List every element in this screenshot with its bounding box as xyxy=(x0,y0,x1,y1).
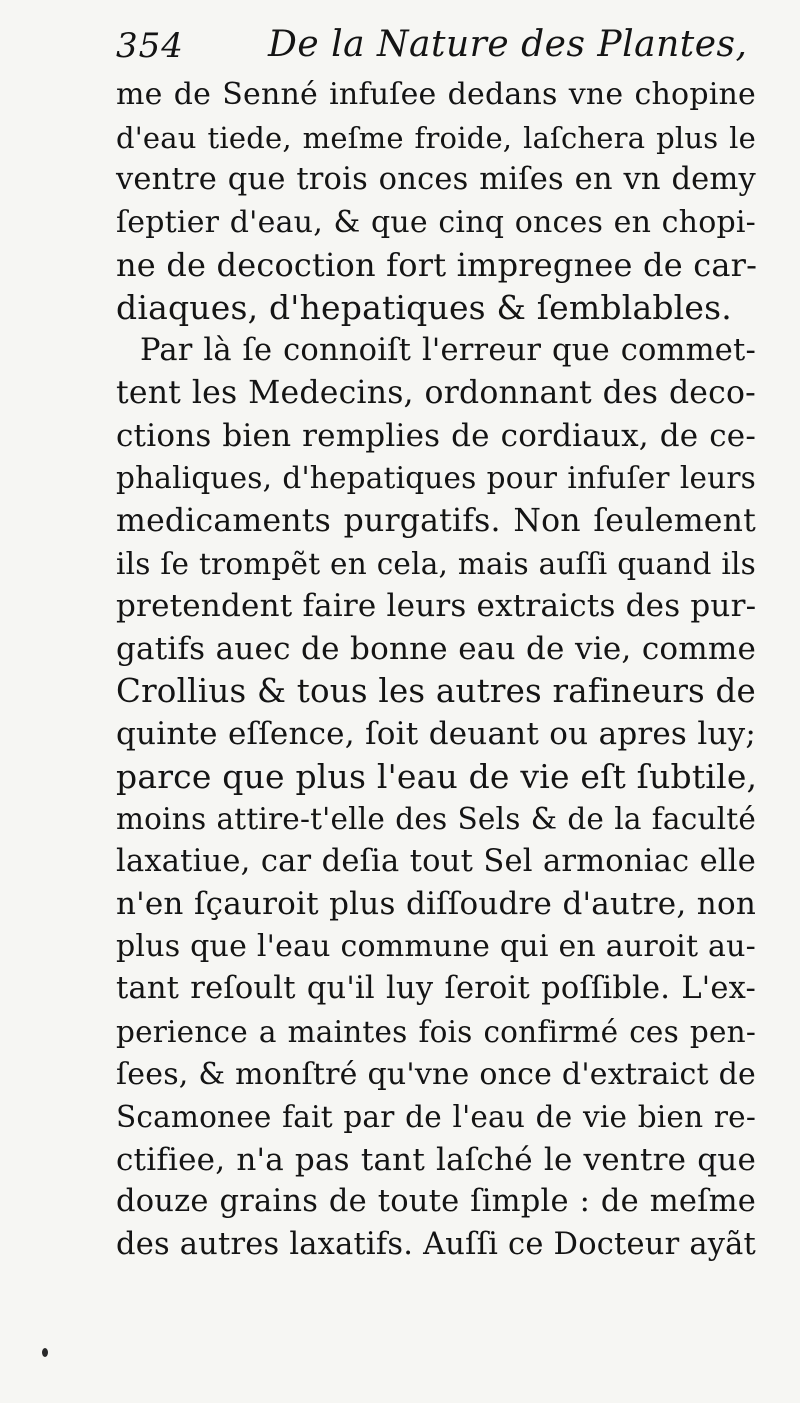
text-line: perience a maintes fois confirmé ces pen- xyxy=(116,1015,756,1050)
text-line: gatifs auec de bonne eau de vie, comme xyxy=(116,630,756,667)
text-line: tant reſoult qu'il luy ſeroit poſſible. L'ex- xyxy=(116,971,756,1007)
text-line: tent les Medecins, ordonnant des deco- xyxy=(116,375,756,412)
text-line: plus que l'eau commune qui en auroit au- xyxy=(116,928,756,964)
text-line: medicaments purgatifs. Non ſeulement xyxy=(116,502,756,539)
text-line: ctifiee, n'a pas tant laſché le ventre que xyxy=(116,1141,756,1178)
text-line: ne de decoction fort impregnee de car- xyxy=(116,246,758,285)
text-line: ils ſe trompẽt en cela, mais auſſi quand ils xyxy=(116,546,756,581)
paragraph-start-line: Par là ſe connoiſt l'erreur que commet- xyxy=(140,332,756,368)
text-line: parce que plus l'eau de vie eſt ſubtile, xyxy=(116,756,758,796)
text-line: ſeptier d'eau, & que cinq onces en chopi- xyxy=(116,204,756,240)
text-line: ſees, & monſtré qu'vne once d'extraict de xyxy=(116,1056,756,1092)
text-line: quinte eſſence, ſoit deuant ou apres luy; xyxy=(116,715,756,752)
page-number: 354 xyxy=(116,26,184,66)
body-text xyxy=(116,74,756,1267)
text-line: phaliques, d'hepatiques pour infuſer leurs xyxy=(116,461,756,496)
text-line: Scamonee fait par de l'eau de vie bien re- xyxy=(116,1100,756,1135)
text-line: me de Senné infuſee dedans vne chopine xyxy=(116,77,756,112)
text-line: pretendent faire leurs extraicts des pur- xyxy=(116,588,757,625)
text-line: moins attire-t'elle des Sels & de la faculté xyxy=(116,802,756,837)
text-line: ventre que trois onces miſes en vn demy xyxy=(116,162,756,198)
text-line: laxatiue, car deſia tout Sel armoniac elle xyxy=(116,843,756,879)
text-line: des autres laxatifs. Auſſi ce Docteur ayãt xyxy=(116,1227,756,1263)
text-line: diaques, d'hepatiques & ſemblables. xyxy=(116,287,732,327)
text-line: Crollius & tous les autres rafineurs de xyxy=(116,672,756,711)
text-line: douze grains de toute ſimple : de meſme xyxy=(116,1184,756,1220)
page-header xyxy=(116,22,756,74)
text-line: n'en ſçauroit plus diſſoudre d'autre, non xyxy=(116,886,756,923)
text-line: d'eau tiede, meſme froide, laſchera plus le xyxy=(116,120,756,155)
ink-speck xyxy=(42,1348,48,1357)
running-title: De la Nature des Plantes, xyxy=(268,24,748,65)
text-line: ctions bien remplies de cordiaux, de ce- xyxy=(116,417,756,454)
